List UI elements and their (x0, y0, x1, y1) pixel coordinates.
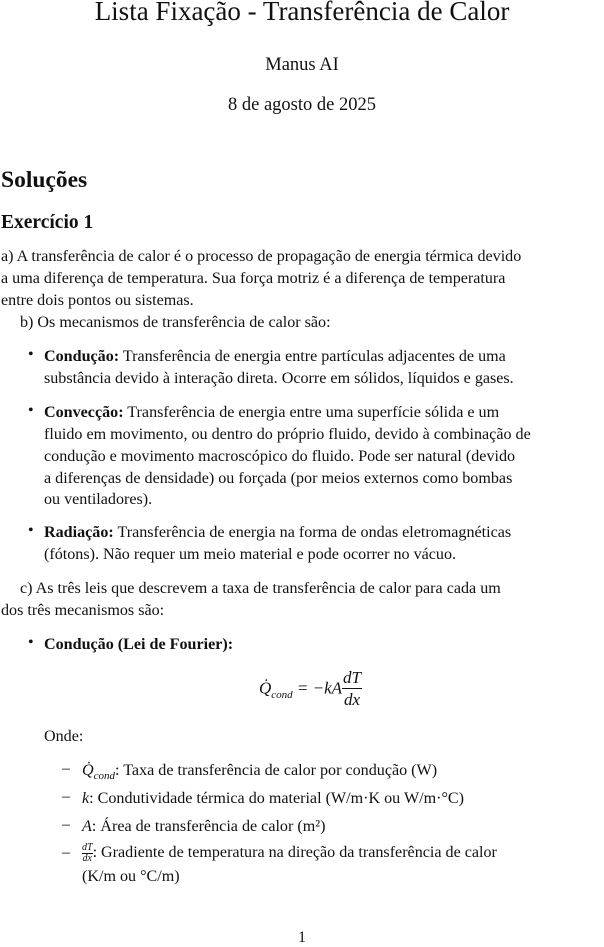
definition-text: : Área de transferência de calor (m²) (91, 818, 326, 835)
document-title: Lista Fixação - Transferência de Calor (94, 0, 510, 26)
onde-label: Onde: (44, 728, 84, 745)
bullet-dot: • (28, 402, 34, 419)
mechanism-text: a diferenças de densidade) ou forçada (por meios externos como bombas (44, 470, 513, 487)
formula-denominator: dx (344, 690, 361, 709)
definition-a (82, 816, 325, 838)
definition-symbol-sub: cond (93, 770, 116, 783)
mechanism-text: (fótons). Não requer um meio material e pode ocorrer no vácuo. (44, 546, 457, 563)
formula-lhs-sub: cond (271, 688, 293, 701)
dash-marker: – (62, 788, 70, 805)
paragraph-b: b) Os mecanismos de transferência de calor são: (20, 314, 331, 331)
document-date: 8 de agosto de 2025 (228, 95, 376, 115)
definition-k (82, 788, 464, 810)
formula-numerator: dT (343, 668, 362, 687)
mechanism-term: Radiação: (44, 524, 114, 541)
document-author: Manus AI (265, 55, 339, 75)
mechanism-text: condução e movimento macroscópico do fluido. Pode ser natural (devido (44, 448, 516, 465)
definition-q-cond (82, 760, 437, 788)
mechanism-text: Transferência de energia entre uma superfície sólida e um (127, 404, 500, 421)
definition-gradient (82, 842, 603, 864)
paragraph-a-line-2: a uma diferença de temperatura. Sua força motriz é a diferença de temperatura (1, 270, 506, 287)
mechanism-text: Transferência de energia na forma de ondas eletromagnéticas (117, 524, 512, 541)
paragraph-a-line-1: a) A transferência de calor é o processo de propagação de energia térmica devido (1, 248, 522, 265)
mechanism-text: substância devido à interação direta. Ocorre em sólidos, líquidos e gases. (44, 370, 514, 387)
definition-gradient-units: (K/m ou °C/m) (82, 868, 180, 885)
mechanism-term: Condução: (44, 348, 120, 365)
bullet-dot: • (28, 522, 34, 539)
definition-text: : Condutividade térmica do material (W/m·K ou W/m·°C) (89, 790, 465, 807)
section-heading: Soluções (1, 167, 88, 193)
definition-text: : Taxa de transferência de calor por condução (W) (115, 762, 438, 779)
gradient-numerator: dT (82, 841, 93, 853)
formula-lhs: Q̇ (259, 678, 272, 698)
formula-mid: = −kA (292, 678, 343, 698)
law-title: Condução (Lei de Fourier): (44, 636, 234, 653)
exercise-heading: Exercício 1 (1, 212, 94, 233)
definition-symbol: Q̇ (82, 762, 94, 779)
mechanism-text: fluido em movimento, ou dentro do próprio fluido, devido à combinação de (44, 426, 531, 443)
mechanism-term: Convecção: (44, 404, 124, 421)
mechanism-text: ou ventiladores). (44, 491, 153, 508)
definition-text: : Gradiente de temperatura na direção da transferência de calor (92, 844, 497, 861)
gradient-denominator: dx (82, 852, 92, 864)
paragraph-c-line-1: c) As três leis que descrevem a taxa de transferência de calor para cada um (20, 580, 501, 597)
bullet-dot: • (28, 346, 34, 363)
formula-fraction (342, 668, 362, 711)
gradient-fraction (82, 843, 93, 864)
definition-symbol: A (82, 818, 92, 835)
paragraph-c-line-2: dos três mecanismos são: (1, 602, 165, 619)
mechanism-text: Transferência de energia entre partículas adjacentes de uma (122, 348, 506, 365)
page-number: 1 (298, 929, 306, 946)
dash-marker: – (62, 760, 70, 777)
dash-marker: – (62, 844, 70, 861)
paragraph-a-line-3: entre dois pontos ou sistemas. (1, 292, 194, 309)
dash-marker: – (62, 816, 70, 833)
bullet-dot: • (28, 634, 34, 651)
definition-symbol: k (82, 790, 90, 807)
fourier-formula (259, 668, 399, 716)
